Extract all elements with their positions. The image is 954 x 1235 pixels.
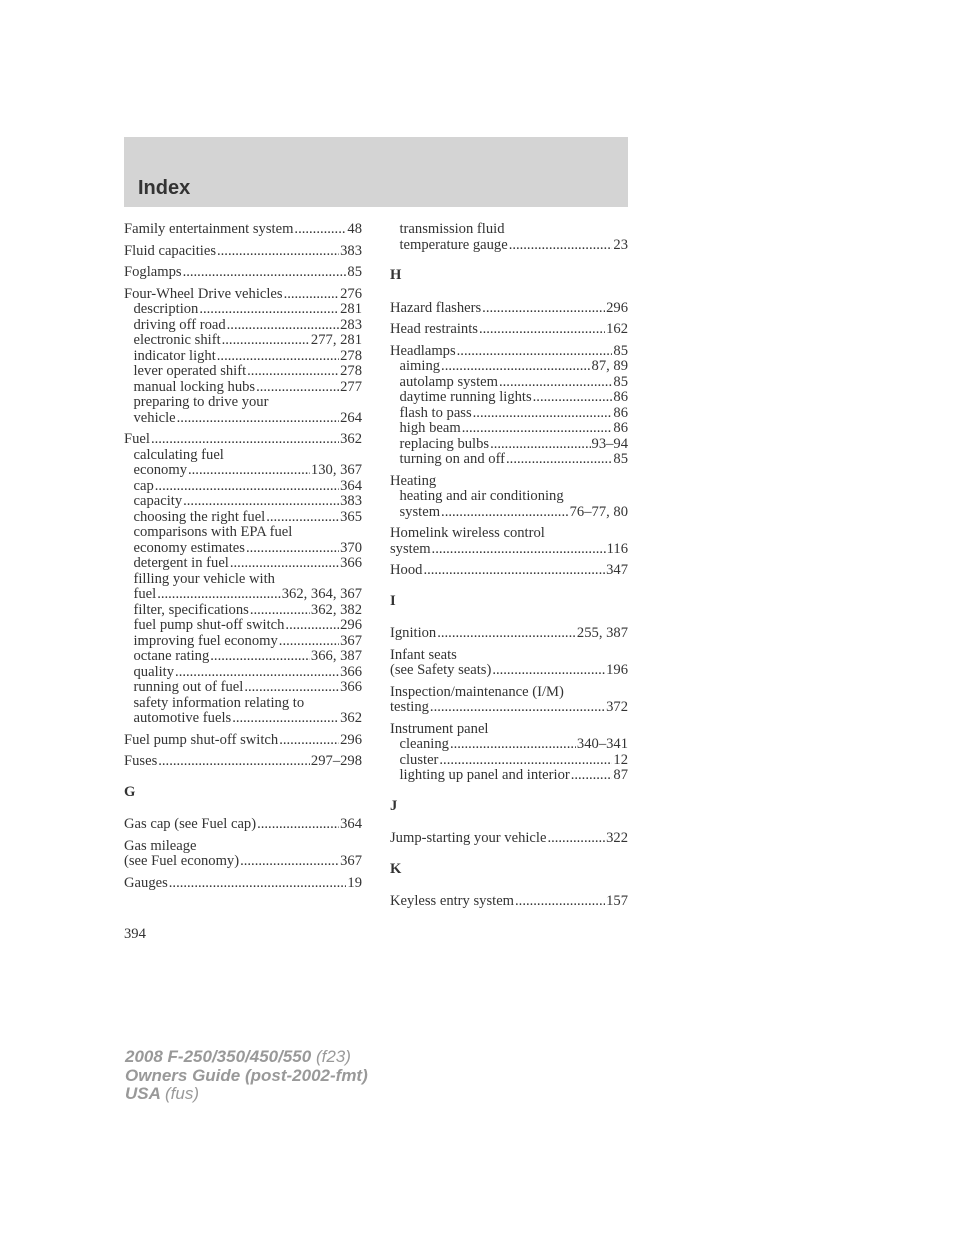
entry-page-ref: 116 (606, 540, 628, 557)
entry-label: electronic shift (133, 332, 221, 348)
page-title: Index (138, 177, 191, 199)
entry-label: transmission fluid (399, 221, 505, 237)
index-entry (124, 754, 362, 770)
index-subentry-line (390, 406, 628, 422)
dot-leader (227, 318, 339, 334)
entry-page-ref: 85 (613, 373, 628, 390)
entry-label: capacity (133, 493, 183, 509)
entry-page-ref: 23 (613, 236, 628, 253)
entry-page-ref: 383 (340, 493, 362, 509)
index-entry (390, 301, 628, 317)
entry-page-ref: 296 (340, 617, 362, 633)
dot-leader (240, 854, 339, 870)
entry-page-ref: 340–341 (576, 736, 628, 752)
entry-page-ref: 85 (613, 342, 628, 359)
section-letter: H (390, 267, 402, 283)
index-entry-line (390, 648, 628, 664)
dot-leader (441, 359, 590, 375)
index-entry-line (390, 831, 628, 847)
entry-page-ref: 383 (340, 242, 362, 259)
footer-model: 2008 F-250/350/450/550 (125, 1047, 312, 1066)
index-subentry-line (124, 525, 362, 541)
index-header-band (124, 137, 628, 207)
index-entry (124, 222, 362, 238)
entry-label: preparing to drive your (133, 394, 269, 410)
entry-label: calculating fuel (133, 446, 224, 463)
index-entry-line (390, 722, 628, 738)
entry-label: Head restraints (390, 321, 478, 337)
entry-label: running out of fuel (133, 679, 244, 695)
entry-label: driving off road (133, 316, 226, 333)
index-subentry-line (390, 452, 628, 468)
index-entry (390, 322, 628, 338)
entry-page-ref: 85 (347, 264, 362, 280)
index-entry-line (124, 222, 362, 238)
entry-label: Jump-starting your vehicle (390, 830, 547, 846)
dot-leader (169, 876, 347, 892)
index-subentry-line (390, 753, 628, 769)
entry-label: economy estimates (133, 539, 245, 556)
index-entry (390, 685, 628, 716)
dot-leader (230, 556, 339, 572)
entry-label: Hood (390, 562, 423, 578)
index-entry-line (124, 733, 362, 749)
entry-label: Four-Wheel Drive vehicles (124, 285, 283, 302)
entry-label: testing (390, 699, 429, 715)
entry-label: cluster (399, 751, 439, 768)
dot-leader (257, 817, 339, 833)
index-entry (390, 831, 628, 847)
entry-page-ref: 85 (613, 451, 628, 467)
footer-region: USA (125, 1084, 161, 1103)
index-entry-line (124, 265, 362, 281)
document-footer (125, 1048, 368, 1104)
index-entry-line (390, 685, 628, 701)
index-entry-line (390, 563, 628, 579)
entry-label: description (133, 301, 199, 317)
footer-line-model (125, 1048, 368, 1067)
entry-page-ref: 87 (613, 767, 628, 783)
index-entry (124, 287, 362, 427)
entry-label: lever operated shift (133, 363, 247, 379)
entry-page-ref: 162 (606, 321, 628, 337)
index-entry (124, 839, 362, 870)
entry-label: Ignition (390, 625, 437, 641)
entry-label: lighting up panel and interior (399, 767, 570, 783)
entry-label: Foglamps (124, 264, 182, 280)
index-entry (124, 265, 362, 281)
entry-page-ref: 196 (606, 662, 628, 678)
entry-page-ref: 281 (340, 301, 362, 317)
entry-page-ref: 366 (340, 679, 362, 695)
entry-label: heating and air conditioning (399, 488, 564, 504)
entry-page-ref: 277, 281 (310, 332, 362, 348)
dot-leader (439, 753, 612, 769)
dot-leader (155, 479, 339, 495)
entry-page-ref: 276 (340, 285, 362, 302)
dot-leader (246, 541, 339, 557)
index-subentry-line (124, 541, 362, 557)
dot-leader (479, 322, 605, 338)
entry-page-ref: 364 (340, 477, 362, 494)
dot-leader (499, 375, 612, 391)
index-entry (124, 733, 362, 749)
dot-leader (515, 894, 605, 910)
dot-leader (285, 618, 339, 634)
entry-label: octane rating (133, 648, 210, 664)
entry-label: Gauges (124, 874, 168, 891)
entry-label: Keyless entry system (390, 893, 515, 909)
index-subentry-line (390, 238, 628, 254)
footer-line-region (125, 1085, 368, 1104)
dot-leader (151, 432, 339, 448)
entry-label: cap (133, 477, 154, 494)
entry-label: flash to pass (399, 404, 472, 421)
index-subentry-line (124, 556, 362, 572)
index-entry-line (390, 526, 628, 542)
entry-page-ref: 322 (606, 830, 628, 846)
footer-line-guide (125, 1067, 368, 1086)
entry-page-ref: 362 (340, 710, 362, 726)
index-subentry-line (124, 463, 362, 479)
entry-page-ref: 366 (340, 555, 362, 571)
footer-model-code: (f23) (315, 1047, 351, 1066)
index-column-right (390, 222, 628, 916)
index-subentry-line (124, 411, 362, 427)
entry-page-ref: 157 (606, 893, 628, 909)
index-entry-line (124, 817, 362, 833)
dot-leader (266, 510, 339, 526)
dot-leader (222, 333, 310, 349)
index-entry (390, 474, 628, 521)
dot-leader (492, 663, 605, 679)
section-letter: J (390, 797, 398, 814)
entry-label: indicator light (133, 347, 216, 364)
index-entry-line (390, 322, 628, 338)
dot-leader (423, 563, 605, 579)
index-entry-line (390, 663, 628, 679)
index-subentry-line (124, 364, 362, 380)
dot-leader (506, 452, 612, 468)
index-entry-line (390, 474, 628, 490)
entry-label: economy (133, 462, 187, 478)
index-subentry-line (124, 479, 362, 495)
index-subentry-line (390, 421, 628, 437)
index-entry (390, 626, 628, 642)
entry-label: Homelink wireless control (390, 525, 545, 541)
dot-leader (157, 587, 281, 603)
entry-label: manual locking hubs (133, 378, 256, 395)
entry-page-ref: 362, 382 (310, 601, 362, 618)
entry-page-ref: 367 (340, 632, 362, 649)
entry-label: improving fuel economy (133, 632, 278, 649)
index-entry-line (390, 894, 628, 910)
entry-page-ref: 362, 364, 367 (281, 586, 362, 602)
index-subentry-line (124, 318, 362, 334)
entry-page-ref: 370 (340, 539, 362, 556)
entry-page-ref: 12 (613, 751, 628, 768)
entry-label: replacing bulbs (399, 435, 490, 452)
entry-label: (see Safety seats) (390, 662, 492, 678)
entry-label: (see Fuel economy) (124, 853, 240, 869)
index-entry (390, 344, 628, 468)
entry-label: comparisons with EPA fuel (133, 524, 293, 540)
entry-page-ref: 372 (606, 699, 628, 715)
entry-page-ref: 362 (340, 431, 362, 447)
entry-label: daytime running lights (399, 389, 532, 405)
dot-leader (441, 505, 569, 521)
index-subentry-line (124, 349, 362, 365)
entry-page-ref: 130, 367 (310, 462, 362, 478)
dot-leader (473, 406, 613, 422)
index-subentry-line (390, 375, 628, 391)
dot-leader (210, 649, 310, 665)
index-subentry-line (390, 222, 628, 238)
index-entry (390, 894, 628, 910)
entry-page-ref: 93–94 (591, 435, 628, 452)
index-entry (124, 244, 362, 260)
entry-label: Family entertainment system (124, 221, 294, 237)
index-subentry-line (124, 302, 362, 318)
index-subentry-line (390, 359, 628, 375)
index-entry-line (390, 700, 628, 716)
dot-leader (509, 238, 613, 254)
dot-leader (217, 349, 339, 365)
dot-leader (294, 222, 346, 238)
index-subentry-line (390, 505, 628, 521)
index-subentry-line (124, 333, 362, 349)
index-entry (390, 648, 628, 679)
index-subentry-line (390, 489, 628, 505)
dot-leader (244, 680, 339, 696)
index-entry (124, 432, 362, 727)
index-entry-line (124, 854, 362, 870)
index-column-left (124, 222, 362, 897)
entry-label: system (399, 503, 441, 520)
entry-label: automotive fuels (133, 710, 232, 726)
dot-leader (462, 421, 613, 437)
entry-label: Fuel pump shut-off switch (124, 731, 279, 748)
entry-page-ref: 86 (613, 404, 628, 421)
entry-label: vehicle (133, 409, 176, 426)
index-entry-line (390, 301, 628, 317)
entry-label: Headlamps (390, 342, 456, 359)
entry-page-ref: 366 (340, 663, 362, 680)
dot-leader (188, 463, 310, 479)
index-entry-line (124, 432, 362, 448)
index-subentry-line (390, 737, 628, 753)
entry-page-ref: 364 (340, 816, 362, 832)
dot-leader (232, 711, 339, 727)
index-entry (124, 817, 362, 833)
index-entry-line (124, 244, 362, 260)
index-entry (390, 526, 628, 557)
dot-leader (158, 754, 310, 770)
dot-leader (247, 364, 339, 380)
entry-label: fuel pump shut-off switch (133, 617, 285, 633)
dot-leader (450, 737, 576, 753)
index-subentry-line (124, 494, 362, 510)
dot-leader (175, 665, 339, 681)
index-subentry-line (124, 696, 362, 712)
entry-label: Fuel (124, 431, 150, 447)
entry-page-ref: 365 (340, 508, 362, 525)
index-subentry-line (124, 510, 362, 526)
index-subentry-line (390, 437, 628, 453)
entry-page-ref: 367 (340, 853, 362, 869)
index-subentry-line (124, 572, 362, 588)
page-number: 394 (124, 926, 146, 942)
index-entry-line (390, 344, 628, 360)
index-subentry-line (124, 665, 362, 681)
entry-page-ref: 48 (347, 221, 362, 237)
index-subentry-line (390, 390, 628, 406)
index-subentry-line (124, 634, 362, 650)
index-subentry-line (390, 768, 628, 784)
entry-page-ref: 283 (340, 316, 362, 333)
entry-label: choosing the right fuel (133, 508, 266, 525)
dot-leader (183, 265, 347, 281)
dot-leader (279, 733, 339, 749)
entry-page-ref: 278 (340, 363, 362, 379)
entry-page-ref: 278 (340, 347, 362, 364)
dot-leader (177, 411, 339, 427)
entry-page-ref: 366, 387 (310, 648, 362, 664)
entry-label: fuel (133, 586, 157, 602)
entry-page-ref: 297–298 (310, 753, 362, 769)
section-letter: K (390, 860, 402, 877)
entry-page-ref: 19 (347, 874, 362, 891)
entry-label: detergent in fuel (133, 555, 229, 571)
dot-leader (217, 244, 339, 260)
entry-label: Gas cap (see Fuel cap) (124, 816, 257, 832)
dot-leader (490, 437, 590, 453)
entry-label: Fuses (124, 753, 158, 769)
index-entry-line (124, 754, 362, 770)
entry-label: turning on and off (399, 451, 506, 467)
section-letter: G (124, 783, 136, 800)
section-letter: I (390, 592, 396, 609)
entry-page-ref: 86 (613, 389, 628, 405)
entry-label: Fluid capacities (124, 242, 216, 259)
entry-label: Infant seats (390, 646, 457, 663)
index-entry-line (124, 839, 362, 855)
footer-guide: Owners Guide (post-2002-fmt) (125, 1065, 368, 1085)
index-subentry-line (124, 380, 362, 396)
entry-page-ref: 86 (613, 420, 628, 436)
dot-leader (250, 603, 310, 619)
entry-label: Heating (390, 472, 437, 489)
dot-leader (533, 390, 613, 406)
entry-page-ref: 277 (340, 378, 362, 395)
index-entry (390, 222, 628, 253)
entry-page-ref: 347 (606, 562, 628, 578)
entry-label: Instrument panel (390, 720, 489, 737)
entry-label: quality (133, 663, 175, 680)
entry-label: filling your vehicle with (133, 570, 275, 587)
entry-page-ref: 255, 387 (576, 625, 628, 641)
dot-leader (279, 634, 339, 650)
index-entry (390, 563, 628, 579)
dot-leader (432, 542, 606, 558)
index-entry-line (390, 626, 628, 642)
dot-leader (183, 494, 339, 510)
entry-label: Inspection/maintenance (I/M) (390, 683, 564, 700)
index-subentry-line (124, 680, 362, 696)
index-subentry-line (124, 711, 362, 727)
index-subentry-line (124, 618, 362, 634)
index-entry (390, 722, 628, 784)
entry-label: autolamp system (399, 373, 498, 390)
entry-label: Gas mileage (124, 837, 197, 854)
index-entry-line (390, 542, 628, 558)
dot-leader (199, 302, 339, 318)
entry-page-ref: 296 (606, 299, 628, 316)
entry-label: Hazard flashers (390, 299, 482, 316)
dot-leader (482, 301, 605, 317)
entry-label: filter, specifications (133, 601, 249, 618)
index-subentry-line (124, 649, 362, 665)
entry-page-ref: 76–77, 80 (569, 503, 628, 520)
entry-page-ref: 264 (340, 409, 362, 426)
dot-leader (284, 287, 340, 303)
entry-label: cleaning (399, 736, 449, 752)
dot-leader (457, 344, 613, 360)
index-entry-line (124, 287, 362, 303)
index-subentry-line (124, 587, 362, 603)
footer-region-code: (fus) (165, 1084, 199, 1103)
entry-page-ref: 87, 89 (591, 358, 628, 374)
dot-leader (256, 380, 339, 396)
index-subentry-line (124, 448, 362, 464)
entry-label: high beam (399, 420, 461, 436)
dot-leader (571, 768, 613, 784)
index-subentry-line (124, 395, 362, 411)
entry-label: system (390, 540, 431, 557)
index-entry (124, 876, 362, 892)
dot-leader (430, 700, 605, 716)
entry-label: aiming (399, 358, 441, 374)
entry-page-ref: 296 (340, 731, 362, 748)
index-entry-line (124, 876, 362, 892)
dot-leader (437, 626, 576, 642)
entry-label: temperature gauge (399, 236, 508, 253)
dot-leader (547, 831, 605, 847)
entry-label: safety information relating to (133, 694, 305, 711)
index-subentry-line (124, 603, 362, 619)
